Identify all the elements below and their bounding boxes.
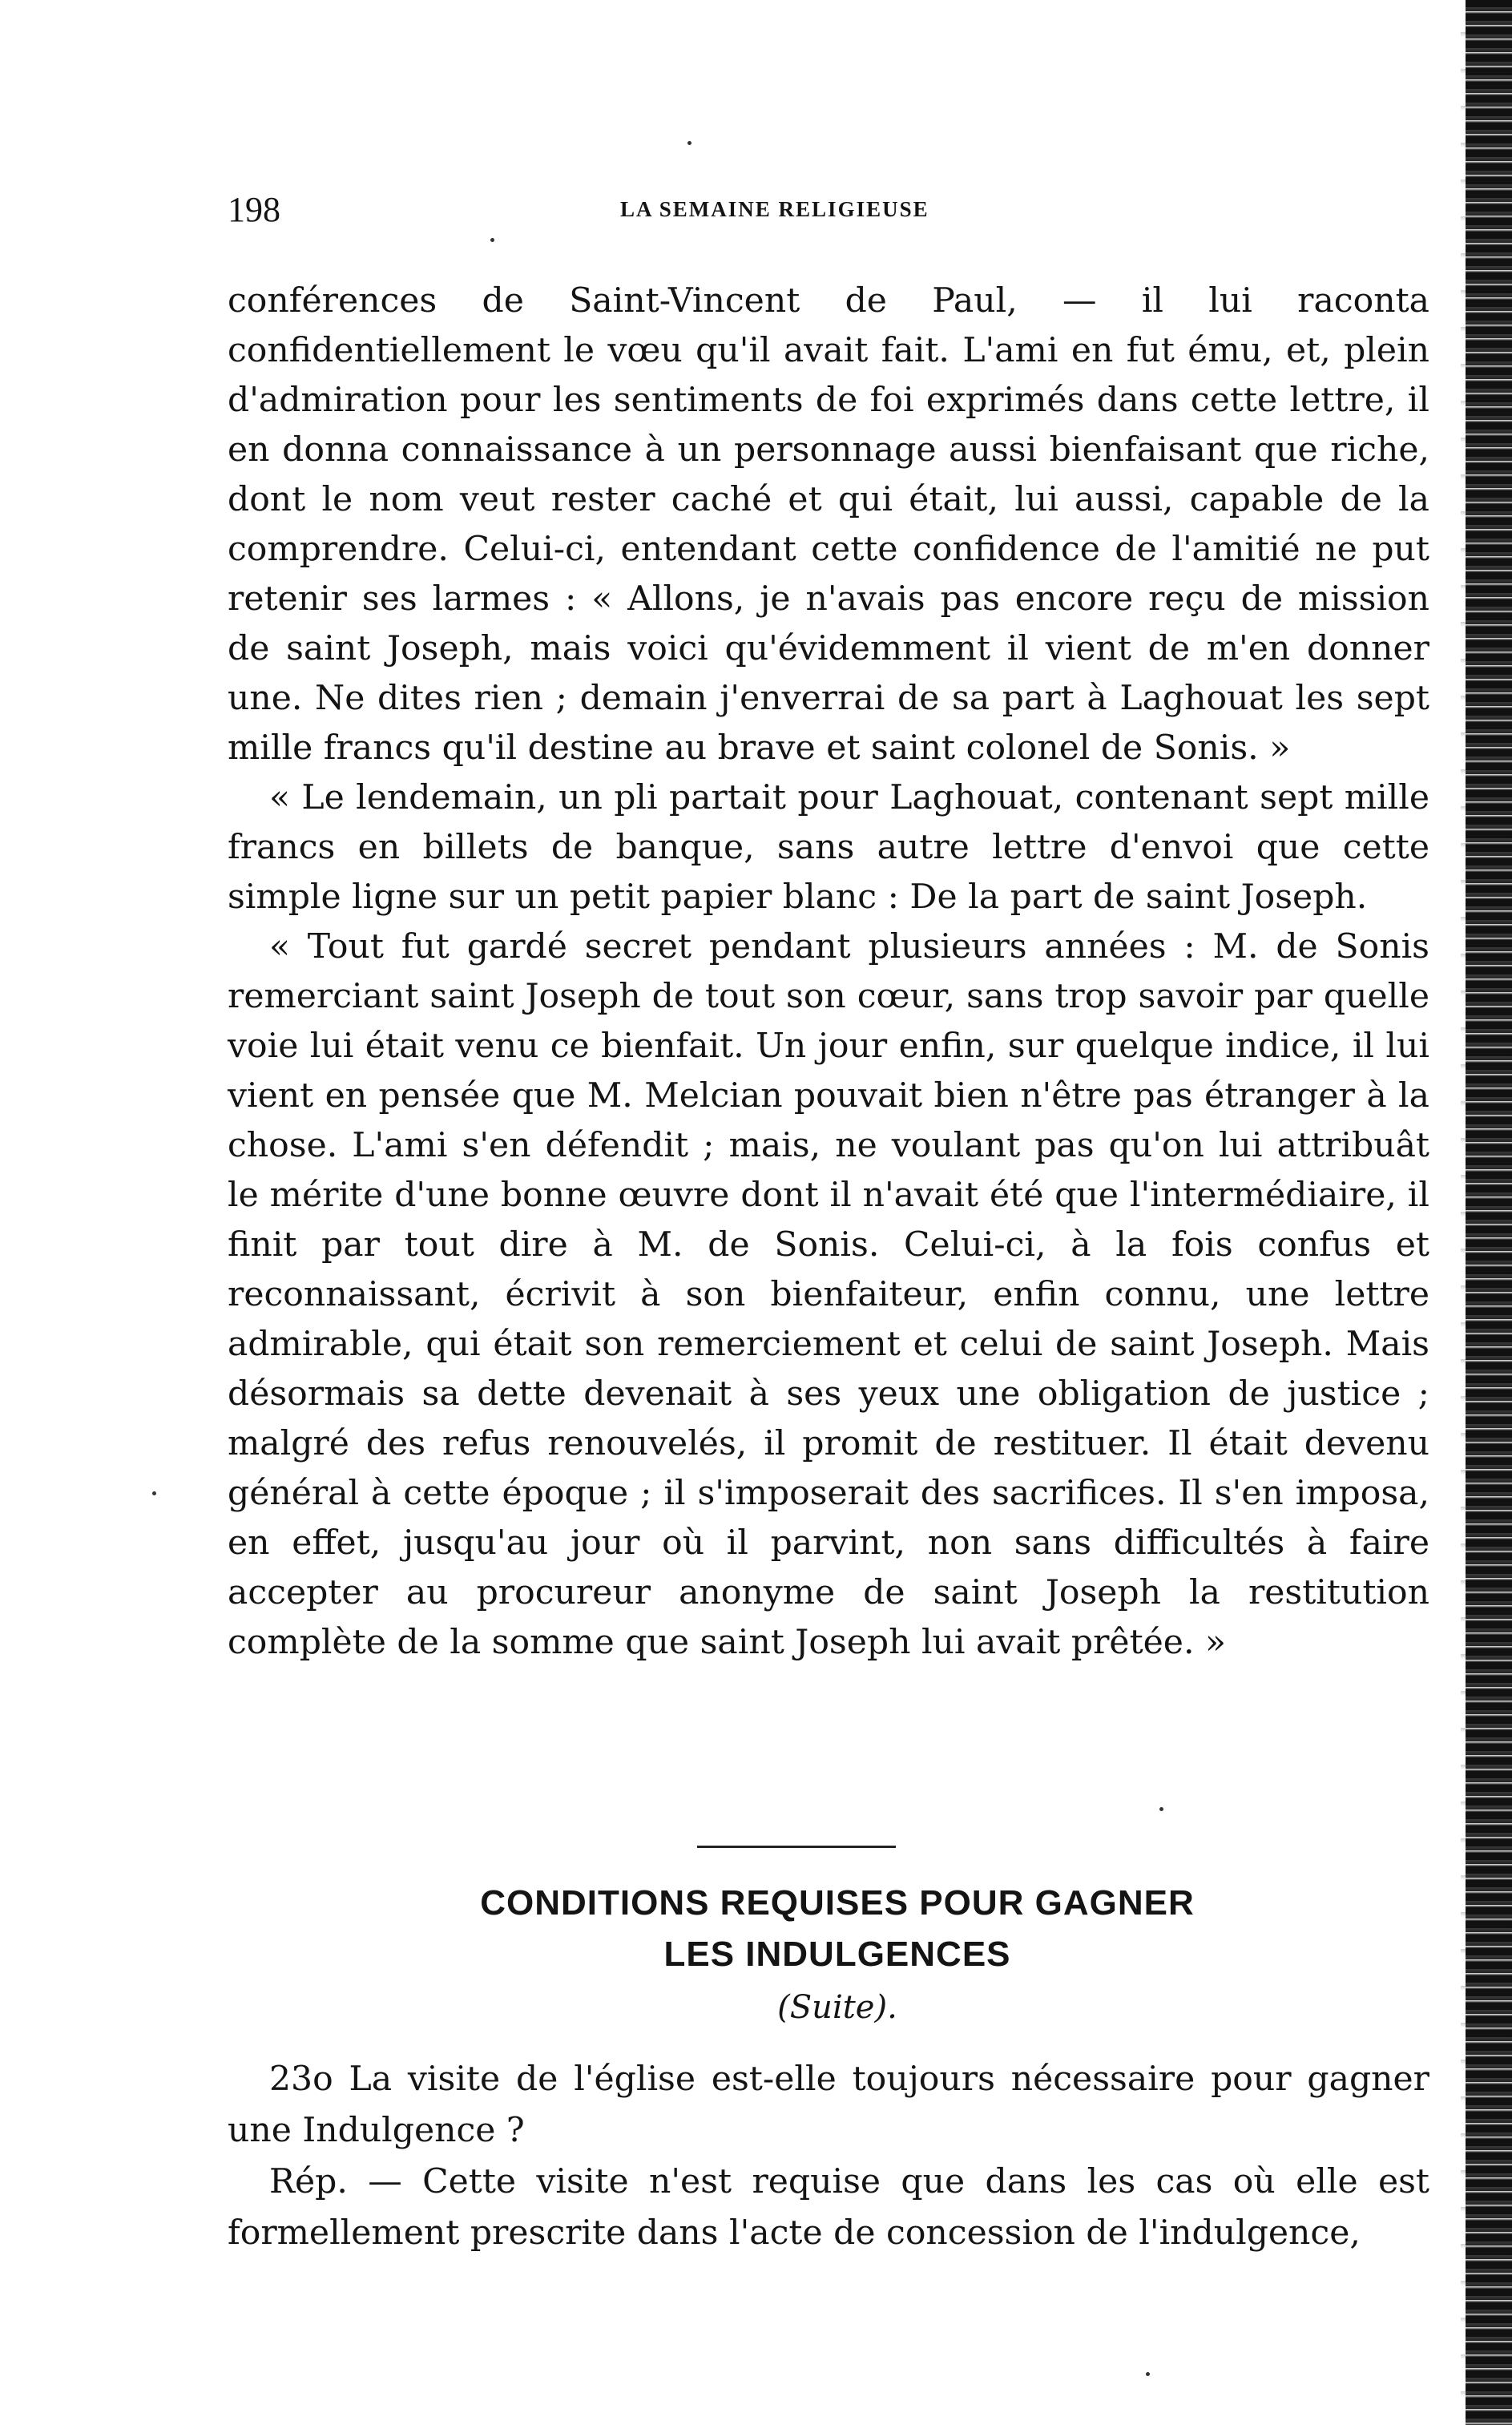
section-title-line-2: LES INDULGENCES (663, 1935, 1011, 1974)
answer: Rép. — Cette visite n'est requise que dans les cas où elle est formellement prescrite dans l'acte de concession de l'indulgence, (228, 2162, 1429, 2253)
section-title-line-1: CONDITIONS REQUISES POUR GAGNER (480, 1883, 1195, 1923)
scan-speck (1159, 1807, 1163, 1811)
page-header (228, 189, 1447, 237)
paragraph: conférences de Saint-Vincent de Paul, — il lui raconta confidentiellement le vœu qu'il avait fait. L'ami en fut ému, et, plein d'admiration pour les sentiments de foi exprimés dans cette lettre, il en donna connaissance à un personnage aussi bienfaisant que riche, dont le nom veut rester caché et qui était, lui aussi, capable de la comprendre. Celui-ci, entendant cette confidence de l'amitié ne put retenir ses larmes : « Allons, je n'avais pas encore reçu de mission de saint Joseph, mais voici qu'évidemment il vient de m'en donner une. Ne dites rien ; demain j'enverrai de sa part à Laghouat les sept mille francs qu'il destine au brave et saint colonel de Sonis. » (228, 281, 1429, 768)
section-title (228, 1878, 1447, 1980)
scan-speck (152, 1491, 156, 1495)
scan-speck (490, 238, 494, 242)
section-subtitle: (Suite). (777, 1989, 897, 2026)
running-head: LA SEMAINE RELIGIEUSE (620, 197, 929, 221)
paragraph: « Le lendemain, un pli partait pour Laghouat, contenant sept mille francs en billets de banque, sans autre lettre d'envoi que cette simple ligne sur un petit papier blanc : De la part de saint Joseph. (228, 778, 1429, 917)
paragraph: « Tout fut gardé secret pendant plusieurs années : M. de Sonis remerciant saint Joseph de tout son cœur, sans trop savoir par quelle voie lui était venu ce bienfait. Un jour enfin, sur quelque indice, il lui vient en pensée que M. Melcian pouvait bien n'être pas étranger à la chose. L'ami s'en défendit ; mais, ne voulant pas qu'on lui attribuât le mérite d'une bonne œuvre dont il n'avait été que l'intermédiaire, il finit par tout dire à M. de Sonis. Celui-ci, à la fois confus et reconnaissant, écrivit à son bienfaiteur, enfin connu, une lettre admirable, qui était son remerciement et celui de saint Joseph. Mais désormais sa dette devenait à ses yeux une obligation de justice ; malgré des refus renouvelés, il promit de restituer. Il était devenu général à cette époque ; il s'imposerait des sacrifices. Il s'en imposa, en effet, jusqu'au jour où il parvint, non sans difficultés à faire accepter au procureur anonyme de saint Joseph la restitution complète de la somme que saint Joseph lui avait prêtée. » (228, 927, 1429, 1662)
page-number: 198 (228, 190, 280, 229)
question: 23o La visite de l'église est-elle toujours nécessaire pour gagner une Indulgence ? (228, 2060, 1429, 2150)
scan-speck (687, 141, 691, 145)
binding-edge (1466, 0, 1512, 2425)
section-divider (697, 1846, 896, 1848)
scan-speck (1146, 2372, 1150, 2376)
main-text (228, 276, 1429, 1668)
qa-text (228, 2054, 1429, 2259)
